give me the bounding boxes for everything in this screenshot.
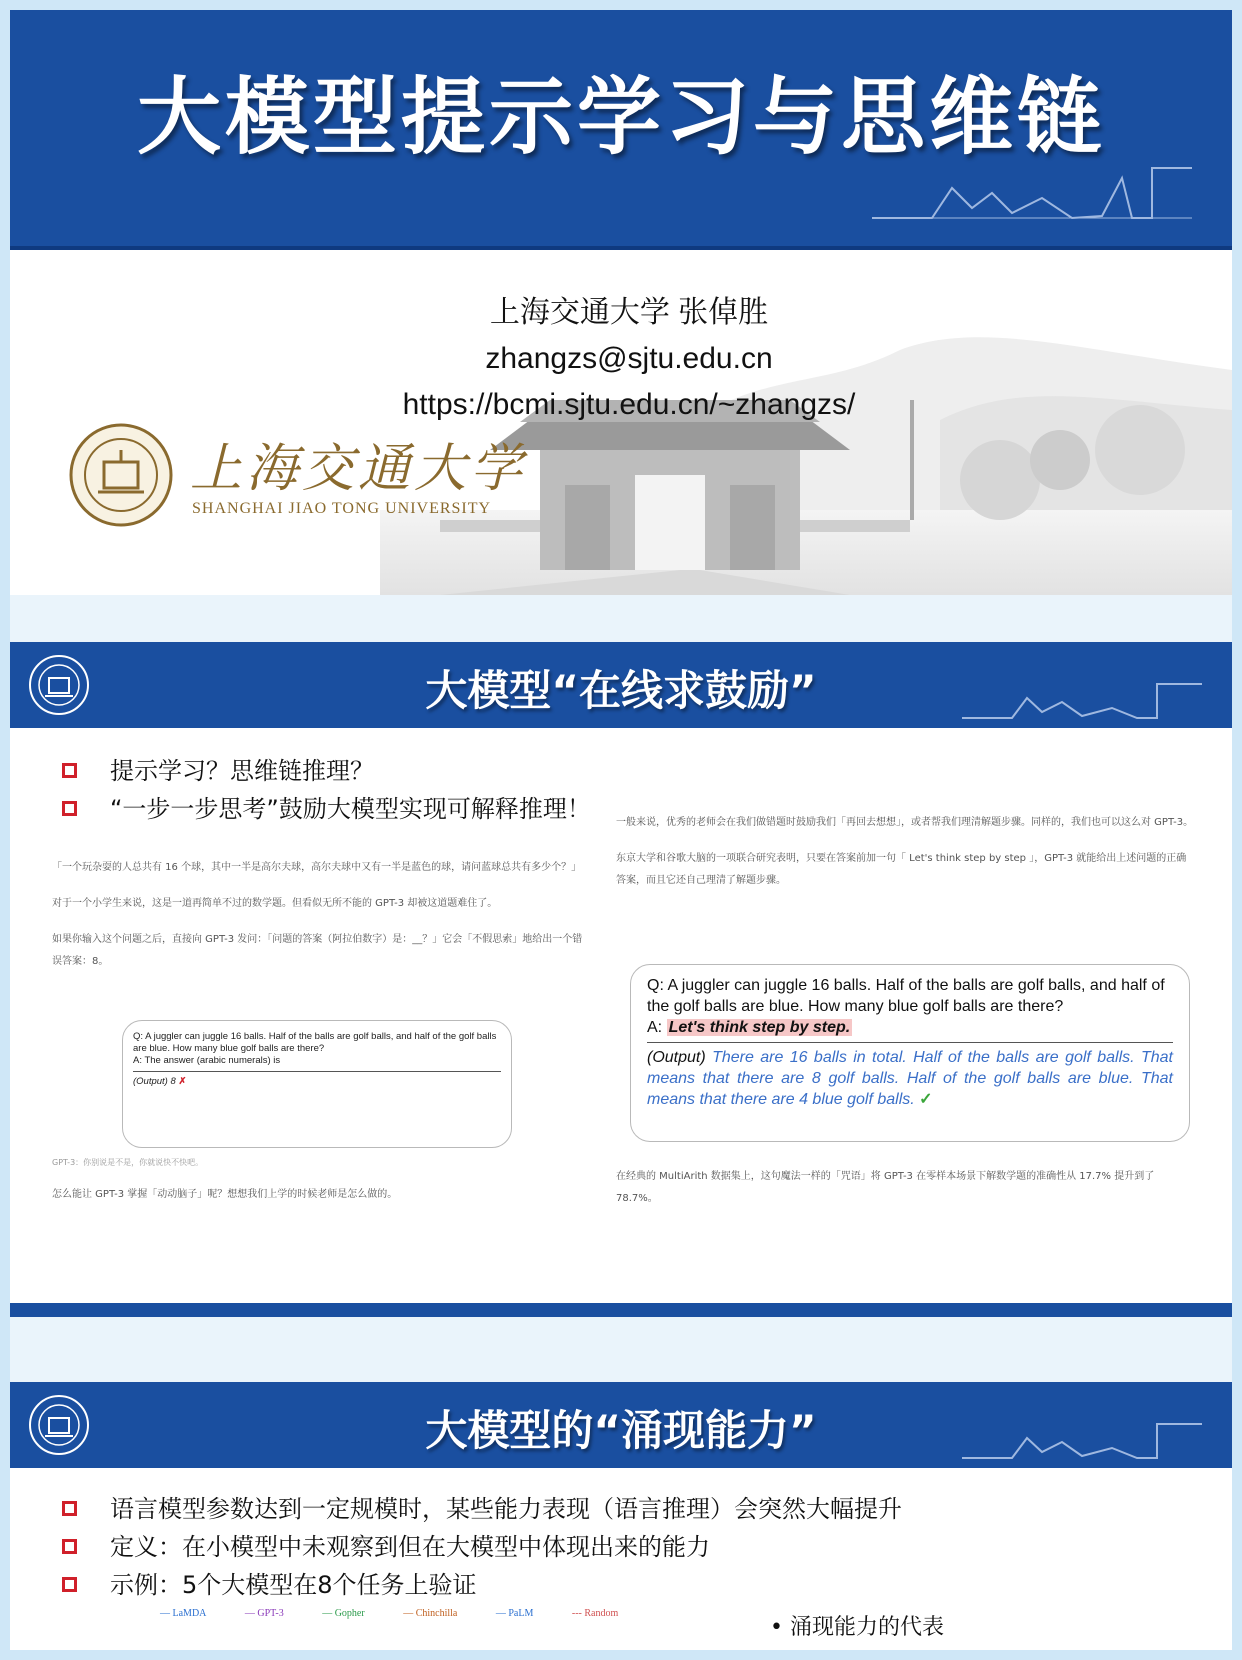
slide-emergent-abilities	[10, 1382, 1232, 1650]
divider	[647, 1042, 1173, 1043]
slide-gap	[10, 1317, 1232, 1382]
answer-prompt: A: Let's think step by step.	[647, 1019, 851, 1036]
skyline-decoration	[872, 158, 1192, 228]
question-text: Q: A juggler can juggle 16 balls. Half of the balls are golf balls, and half of the golf balls are blue. How many blue golf balls are there?	[647, 977, 1165, 1015]
square-bullet-icon	[62, 801, 77, 816]
author-name: 上海交通大学 张倬胜	[489, 296, 769, 329]
university-name-cn: 上海交通大学	[190, 439, 527, 499]
author-email[interactable]: zhangzs@sjtu.edu.cn	[485, 342, 773, 375]
square-bullet-icon	[62, 1577, 77, 1592]
answer-prompt: A: The answer (arabic numerals) is	[133, 1055, 281, 1066]
legend-item: — Gopher	[322, 1608, 365, 1619]
page-frame	[10, 10, 1232, 1650]
square-bullet-icon	[62, 1501, 77, 1516]
article-paragraph: 对于一个小学生来说，这是一道再简单不过的数学题。但看似无所不能的 GPT-3 却被这道题难住了。	[52, 898, 498, 909]
legend-item: — PaLM	[495, 1608, 534, 1619]
sjtu-seal-logo	[68, 422, 174, 528]
slide-header	[10, 642, 1232, 728]
title-slide-body	[10, 250, 1232, 595]
title-banner	[10, 10, 1232, 250]
divider	[133, 1071, 501, 1072]
slide-encouragement	[10, 642, 1232, 1317]
article-right-column	[616, 812, 1196, 892]
article-paragraph: 东京大学和谷歌大脑的一项联合研究表明，只要在答案前加一句「 Let's think step by step 」，GPT-3 就能给出上述问题的正确答案，而且它还自己理清了解题步骤。	[616, 853, 1187, 886]
cross-icon: ✗	[178, 1076, 187, 1087]
slide-bottom-bar	[10, 1303, 1232, 1317]
slide-title: 大模型“在线求鼓励”	[425, 666, 817, 715]
legend-item: — GPT-3	[244, 1608, 284, 1619]
prompt-example-box-cot	[630, 964, 1190, 1142]
chart-legend	[160, 1608, 654, 1619]
question-text: Q: A juggler can juggle 16 balls. Half of the balls are golf balls, and half of the golf balls are blue. How many blue golf balls are there?	[133, 1031, 497, 1054]
main-title: 大模型提示学习与思维链	[136, 68, 1105, 166]
article-paragraph: 「一个玩杂耍的人总共有 16 个球，其中一半是高尔夫球，高尔夫球中又有一半是蓝色的球，请问蓝球总共有多少个？」	[52, 862, 582, 873]
skyline-decoration	[962, 678, 1202, 722]
square-bullet-icon	[62, 763, 77, 778]
image-caption: GPT-3：你别说是不是，你就说快不快吧。	[52, 1158, 204, 1167]
article-paragraph: 在经典的 MultiArith 数据集上，这句魔法一样的「咒语」将 GPT-3 在零样本场景下解数学题的准确性从 17.7% 提升到了 78.7%。	[616, 1171, 1155, 1204]
bullet-list	[58, 1490, 902, 1604]
bullet-item: 语言模型参数达到一定规模时，某些能力表现（语言推理）会突然大幅提升	[58, 1490, 902, 1528]
slide-gap	[10, 595, 1232, 642]
prompt-example-box-zero-shot	[122, 1020, 512, 1148]
bullet-item: 示例：5个大模型在8个任务上验证	[58, 1566, 902, 1604]
legend-item: — Chinchilla	[403, 1608, 458, 1619]
output-line: (Output) 8 ✗	[133, 1076, 187, 1087]
square-bullet-icon	[62, 1539, 77, 1554]
article-left-column	[52, 857, 592, 973]
article-paragraph: 怎么能让 GPT-3 掌握「动动脑子」呢？想想我们上学的时候老师是怎么做的。	[52, 1189, 398, 1200]
bullet-item: 定义：在小模型中未观察到但在大模型中体现出来的能力	[58, 1528, 902, 1566]
output-line: (Output) There are 16 balls in total. Half of the balls are golf balls. That means that there are 8 golf balls. Half of the golf balls are blue. That means that there are 4 blue golf balls. ✓	[647, 1049, 1173, 1108]
university-name-en: SHANGHAI JIAO TONG UNIVERSITY	[192, 500, 492, 517]
highlighted-trigger-phrase: Let's think step by step.	[668, 1019, 851, 1036]
author-info	[10, 290, 1232, 428]
legend-item: --- Random	[571, 1608, 619, 1619]
bullet-item: 提示学习？思维链推理？	[58, 752, 591, 790]
author-homepage[interactable]: https://bcmi.sjtu.edu.cn/~zhangzs/	[402, 388, 856, 421]
bullet-list	[58, 752, 591, 828]
bullet-item: “一步一步思考”鼓励大模型实现可解释推理！	[58, 790, 591, 828]
slide-title: 大模型的“涌现能力”	[425, 1406, 817, 1455]
article-paragraph: 如果你输入这个问题之后，直接向 GPT-3 发问：「问题的答案（阿拉伯数字）是：__？」它会「不假思索」地给出一个错误答案：8。	[52, 934, 583, 967]
article-paragraph: 一般来说，优秀的老师会在我们做错题时鼓励我们「再回去想想」，或者帮我们理清解题步骤。同样的，我们也可以这么对 GPT-3。	[616, 817, 1194, 828]
legend-item: — LaMDA	[160, 1608, 207, 1619]
slide-header	[10, 1382, 1232, 1468]
checkmark-icon: ✓	[919, 1091, 933, 1108]
skyline-decoration	[962, 1418, 1202, 1462]
side-bullet: • 涌现能力的代表	[770, 1615, 944, 1640]
